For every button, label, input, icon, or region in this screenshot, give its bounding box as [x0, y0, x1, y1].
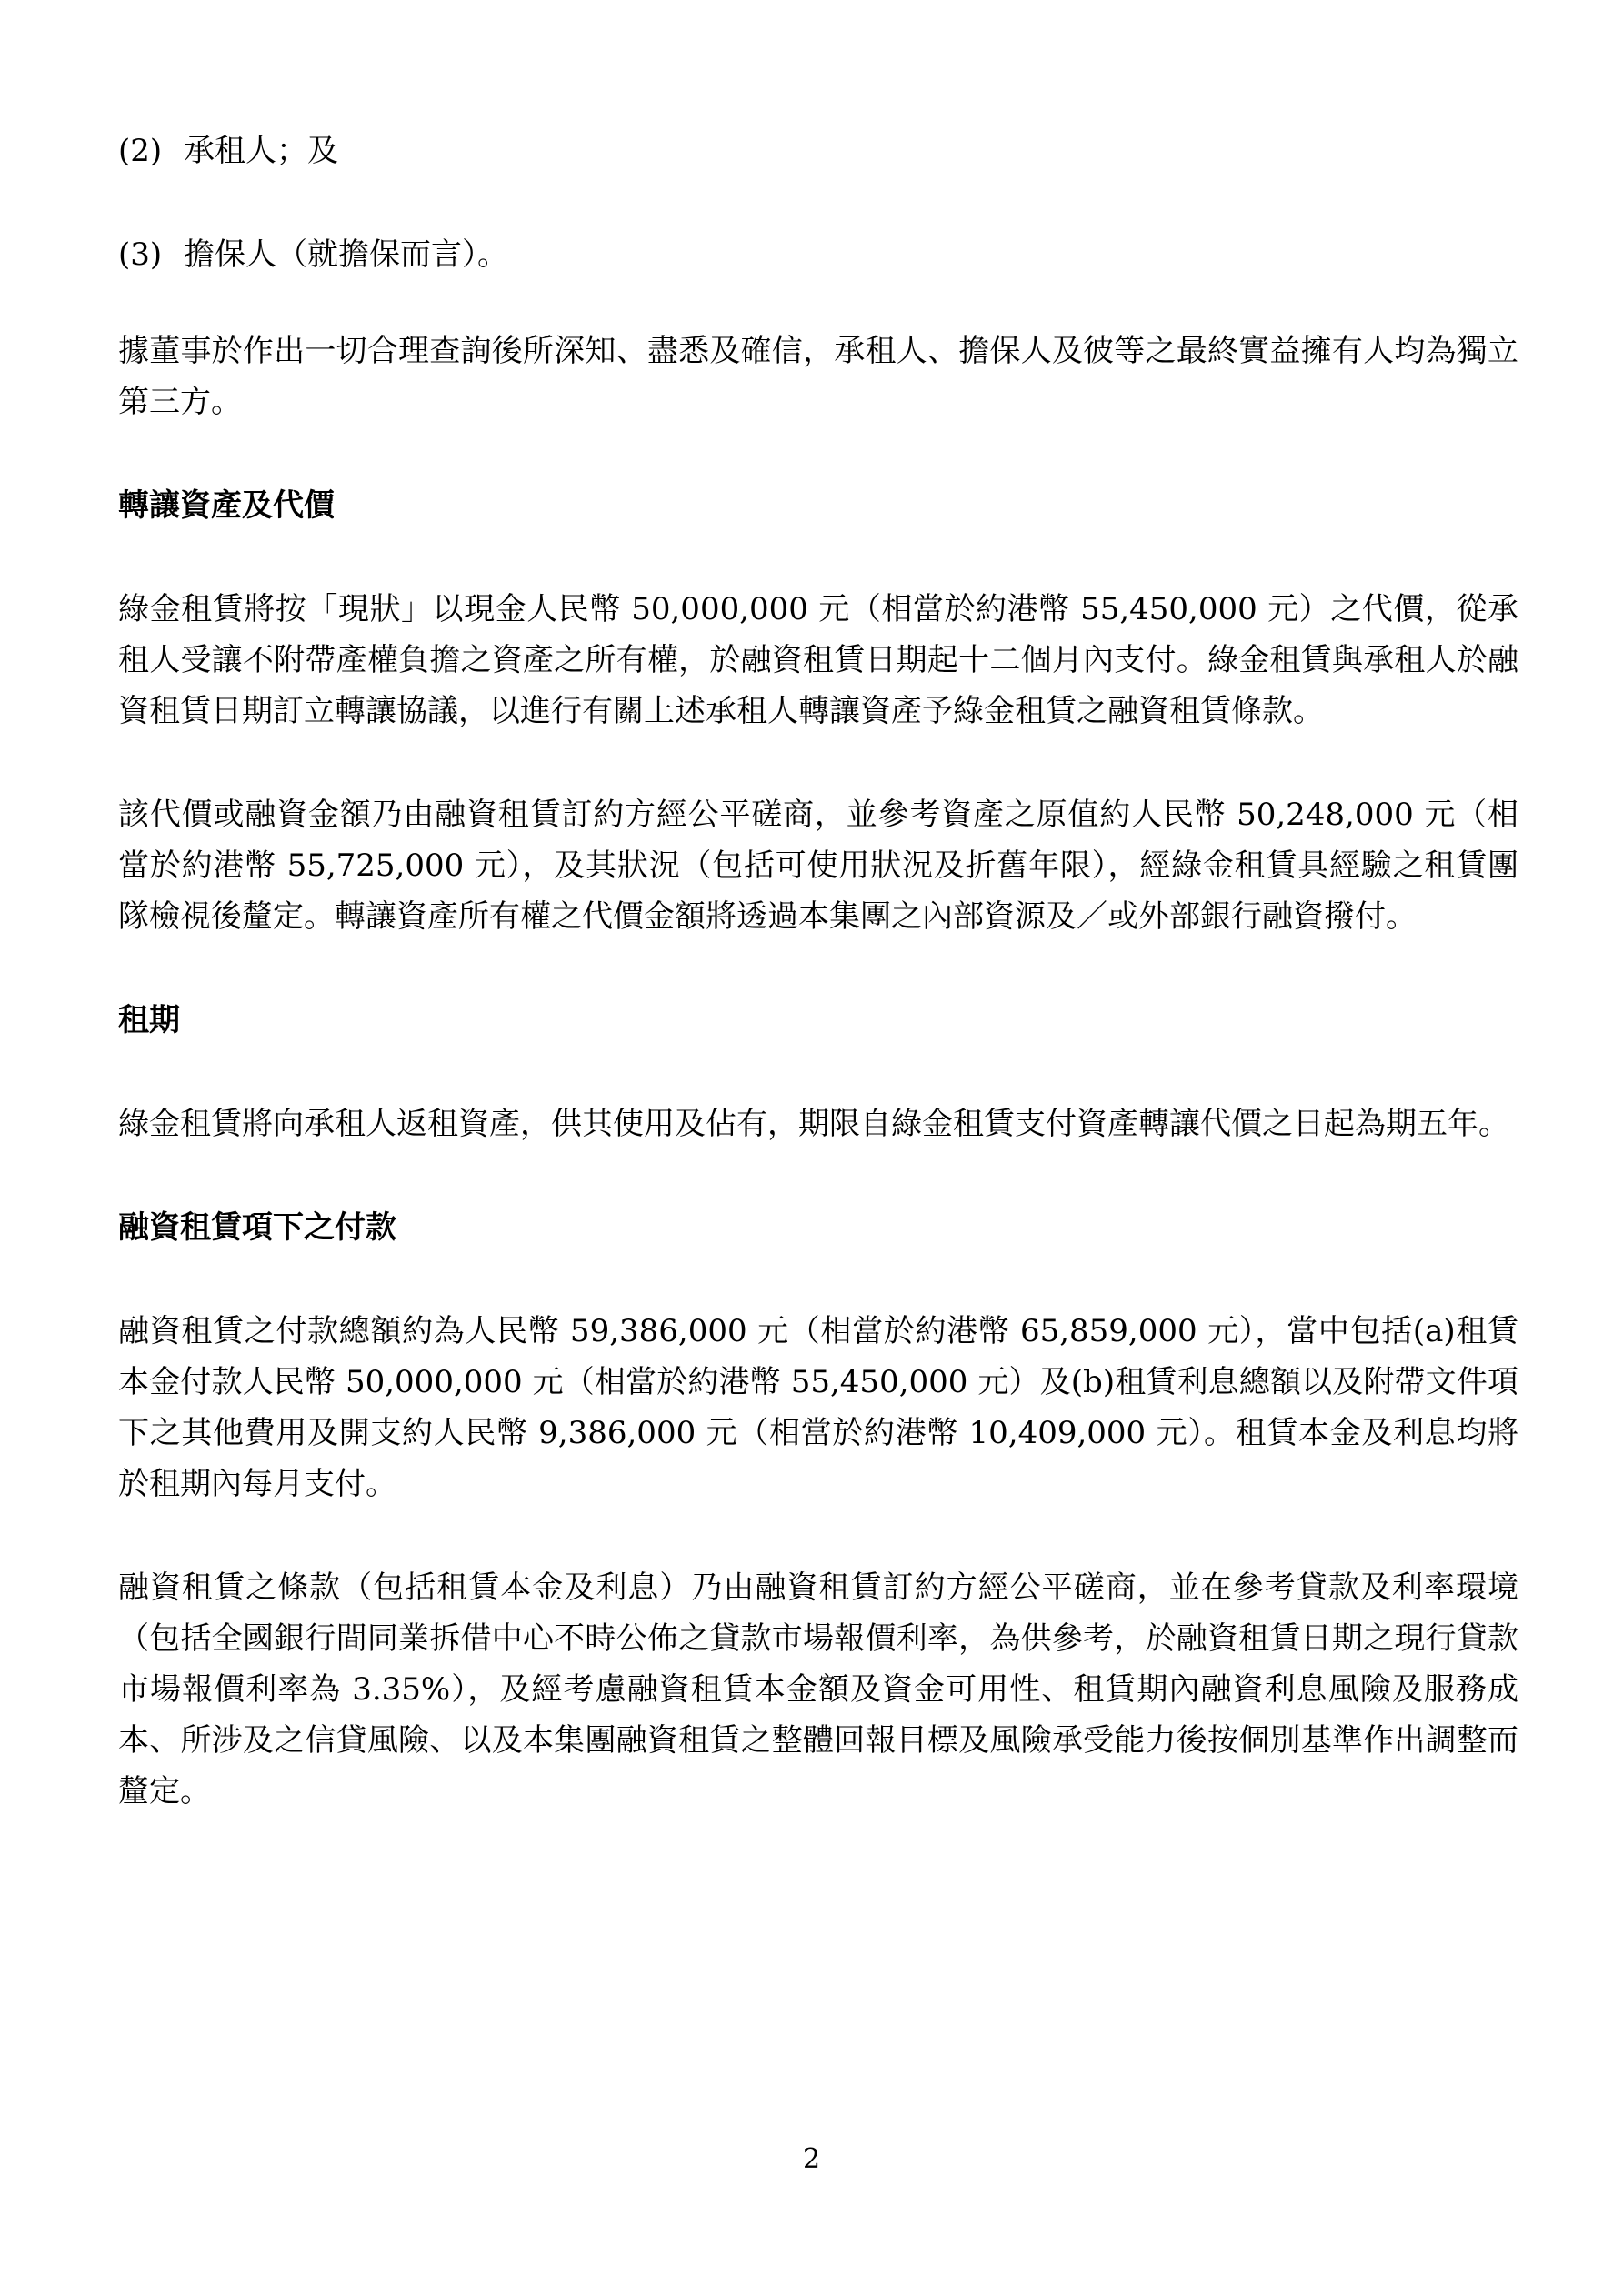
page-number: 2	[802, 2143, 821, 2175]
section-heading-term: 租期	[118, 1002, 180, 1038]
paragraph: 融資租賃之付款總額約為人民幣 59,386,000 元（相當於約港幣 65,859,000 元），當中包括(a)租賃本金付款人民幣 50,000,000 元（相當於約港幣 55,450,000 元）及(b)租賃利息總額以及附帶文件項下之其他費用及開支約人民幣 9,386,000 元（相當於約港幣 10,409,000 元）。租賃本金及利息均將於租期內每月支付。	[118, 1313, 1518, 1502]
paragraph: 該代價或融資金額乃由融資租賃訂約方經公平磋商，並參考資產之原值約人民幣 50,248,000 元（相當於約港幣 55,725,000 元），及其狀況（包括可使用狀況及折舊年限），經綠金租賃具經驗之租賃團隊檢視後釐定。轉讓資產所有權之代價金額將透過本集團之內部資源及／或外部銀行融資撥付。	[118, 797, 1518, 935]
paragraph: 綠金租賃將按「現狀」以現金人民幣 50,000,000 元（相當於約港幣 55,450,000 元）之代價，從承租人受讓不附帶產權負擔之資產之所有權，於融資租賃日期起十二個月內支付。綠金租賃與承租人於融資租賃日期訂立轉讓協議，以進行有關上述承租人轉讓資產予綠金租賃之融資租賃條款。	[118, 591, 1518, 729]
list-item-text: 擔保人（就擔保而言）。	[184, 236, 508, 273]
paragraph: 融資租賃之條款（包括租賃本金及利息）乃由融資租賃訂約方經公平磋商，並在參考貸款及利率環境（包括全國銀行間同業拆借中心不時公佈之貸款市場報價利率，為供參考，於融資租賃日期之現行貸款市場報價利率為 3.35%），及經考慮融資租賃本金額及資金可用性、租賃期內融資利息風險及服務成本、所涉及之信貸風險、以及本集團融資租賃之整體回報目標及風險承受能力後按個別基準作出調整而釐定。	[118, 1569, 1518, 1810]
section-heading-payments: 融資租賃項下之付款	[118, 1209, 396, 1246]
document-body	[118, 125, 1518, 1870]
list-item-number: (3)	[118, 236, 163, 273]
intro-paragraph: 據董事於作出一切合理查詢後所深知、盡悉及確信，承租人、擔保人及彼等之最終實益擁有人均為獨立第三方。	[118, 333, 1518, 420]
list-item-number: (2)	[118, 133, 163, 169]
list-item	[118, 125, 1518, 176]
paragraph: 綠金租賃將向承租人返租資產，供其使用及佔有，期限自綠金租賃支付資產轉讓代價之日起為期五年。	[118, 1106, 1509, 1142]
list-item	[118, 229, 1518, 280]
list-item-text: 承租人；及	[184, 133, 338, 169]
section-heading-transfer: 轉讓資產及代價	[118, 487, 335, 524]
